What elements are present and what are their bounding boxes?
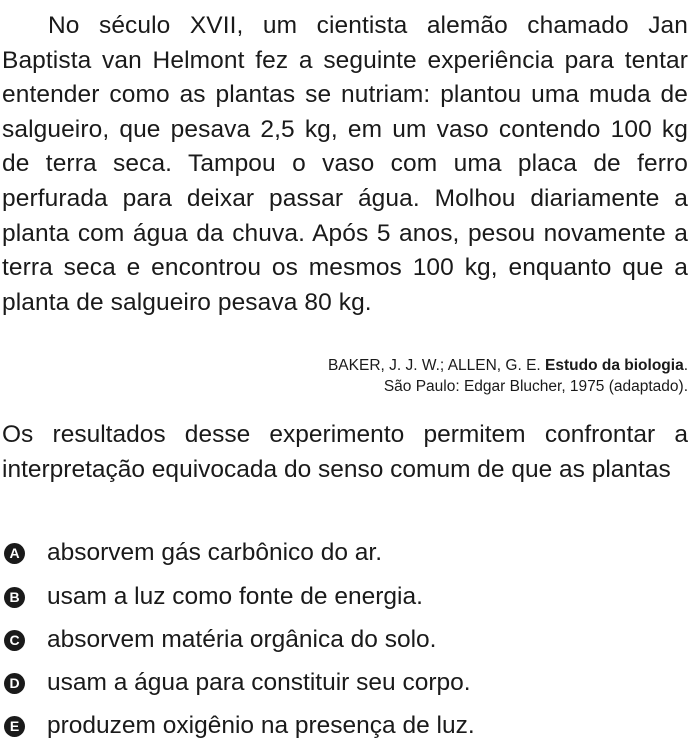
option-d-letter-badge: D: [4, 673, 25, 694]
option-a-text: absorvem gás carbônico do ar.: [47, 539, 383, 566]
option-e[interactable]: [0, 711, 475, 741]
option-a[interactable]: [0, 538, 382, 568]
option-d-text: usam a água para constituir seu corpo.: [47, 669, 471, 696]
option-e-letter-badge: E: [4, 716, 25, 737]
option-c[interactable]: [0, 625, 436, 655]
option-d[interactable]: [0, 668, 471, 698]
option-b-text: usam a luz como fonte de energia.: [47, 583, 423, 610]
option-e-text: produzem oxigênio na presença de luz.: [47, 712, 475, 739]
citation-line-1: [328, 355, 688, 376]
citation-period: .: [683, 357, 688, 374]
passage-text: No século XVII, um cientista alemão chamado Jan Baptista van Helmont fez a seguinte experiência para tentar entender como as plantas se nutriam: plantou uma muda de salgueiro, que pesava 2,5 kg, em um vaso contendo 100 kg de terra seca. Tampou o vaso com uma placa de ferro perfurada para deixar passar água. Molhou diariamente a planta com água da chuva. Após 5 anos, pesou novamente a terra seca e encontrou os mesmos 100 kg, enquanto que a planta de salgueiro pesava 80 kg.: [2, 12, 688, 316]
source-citation: [328, 355, 688, 397]
option-a-letter-badge: A: [4, 543, 25, 564]
option-c-letter-badge: C: [4, 630, 25, 651]
citation-title: Estudo da biologia: [545, 357, 684, 374]
citation-details: São Paulo: Edgar Blucher, 1975 (adaptado).: [383, 378, 688, 395]
option-b[interactable]: [0, 582, 423, 612]
option-b-letter-badge: B: [4, 587, 25, 608]
question-stem: Os resultados desse experimento permitem confrontar a interpretação equivocada do senso comum de que as plantas: [2, 421, 688, 483]
citation-authors: BAKER, J. J. W.; ALLEN, G. E.: [327, 357, 546, 374]
option-c-text: absorvem matéria orgânica do solo.: [47, 626, 437, 653]
